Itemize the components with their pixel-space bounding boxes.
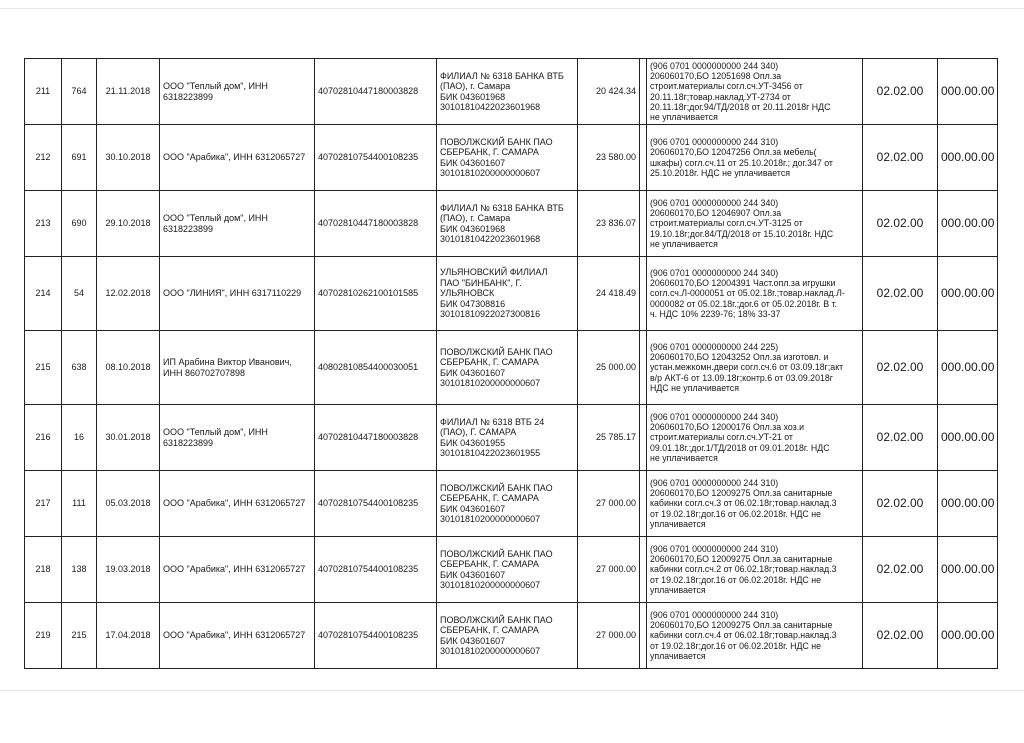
table-row [25,537,998,603]
amount: 27 000.00 [578,471,640,537]
payee: ООО "Арабика", ИНН 6312065727 [160,537,315,603]
payee: ООО "Арабика", ИНН 6312065727 [160,603,315,669]
column-gap [640,257,647,331]
amount: 20 424.34 [578,59,640,125]
payee: ООО "Теплый дом", ИНН 6318223899 [160,405,315,471]
bank-details: ФИЛИАЛ № 6318 БАНКА ВТБ (ПАО), г. Самара БИК 043601968 30101810422023601968 [437,59,578,125]
bank-details: ФИЛИАЛ № 6318 ВТБ 24 (ПАО), Г. САМАРА БИК 043601955 30101810422023601955 [437,405,578,471]
account-number: 40702810754400108235 [315,125,437,191]
amount: 23 836.07 [578,191,640,257]
secondary-code: 000.00.00 [938,257,998,331]
payment-date: 05.03.2018 [97,471,160,537]
document-number: 690 [62,191,97,257]
payment-date: 29.10.2018 [97,191,160,257]
payment-date: 08.10.2018 [97,331,160,405]
bank-details: ПОВОЛЖСКИЙ БАНК ПАО СБЕРБАНК, Г. САМАРА БИК 043601607 30101810200000000607 [437,471,578,537]
row-number: 217 [25,471,62,537]
row-number: 214 [25,257,62,331]
scan-edge-bottom [0,690,1024,691]
budget-code: 02.02.00 [863,331,938,405]
payment-purpose: (906 0701 0000000000 244 340) 206060170,БО 12000176 Опл.за хоз.и строит.материалы согл.сч.УТ-21 от 09.01.18г.;дог.1/ТД/2018 от 09.01.2018г. НДС не уплачивается [647,405,863,471]
budget-code: 02.02.00 [863,257,938,331]
budget-code: 02.02.00 [863,125,938,191]
bank-details: УЛЬЯНОВСКИЙ ФИЛИАЛ ПАО "БИНБАНК", Г. УЛЬЯНОВСК БИК 047308816 30101810922027300816 [437,257,578,331]
payment-purpose: (906 0701 0000000000 244 310) 206060170,БО 12047256 Опл.за мебель( шкафы) согл.сч.11 от 25.10.2018г.; дог.347 от 25.10.2018г. НДС не уплачивается [647,125,863,191]
column-gap [640,331,647,405]
table-row [25,257,998,331]
table-row [25,471,998,537]
document-number: 138 [62,537,97,603]
payee: ООО "Теплый дом", ИНН 6318223899 [160,59,315,125]
secondary-code: 000.00.00 [938,405,998,471]
row-number: 213 [25,191,62,257]
row-number: 212 [25,125,62,191]
document-number: 111 [62,471,97,537]
secondary-code: 000.00.00 [938,537,998,603]
document-number: 54 [62,257,97,331]
account-number: 40802810854400030051 [315,331,437,405]
payment-purpose: (906 0701 0000000000 244 340) 206060170,БО 12046907 Опл.за строит.материалы согл.сч.УТ-3125 от 19.10.18г;дог.84/ТД/2018 от 15.10.2018г. НДС не уплачивается [647,191,863,257]
column-gap [640,603,647,669]
document-number: 638 [62,331,97,405]
amount: 23 580.00 [578,125,640,191]
payment-purpose: (906 0701 0000000000 244 340) 206060170,БО 12051698 Опл.за строит.материалы согл.сч.УТ-3456 от 20.11.18г;товар.наклад.УТ-2734 от 20.11.18г;дог.94/ТД/2018 от 20.11.2018г НДС не уплачивается [647,59,863,125]
payment-purpose: (906 0701 0000000000 244 225) 206060170,БО 12043252 Опл.за изготовл. и устан.межкомн.двери согл.сч.6 от 03.09.18г;акт в/р АКТ-6 от 13.09.18г;контр.6 от 03.09.2018г НДС не уплачивается [647,331,863,405]
budget-code: 02.02.00 [863,405,938,471]
payee: ООО "Арабика", ИНН 6312065727 [160,471,315,537]
account-number: 40702810754400108235 [315,471,437,537]
account-number: 40702810754400108235 [315,603,437,669]
column-gap [640,59,647,125]
column-gap [640,405,647,471]
row-number: 216 [25,405,62,471]
payee: ООО "Теплый дом", ИНН 6318223899 [160,191,315,257]
payment-purpose: (906 0701 0000000000 244 310) 206060170,БО 12009275 Опл.за санитарные кабинки согл.сч.3 от 06.02.18г;товар.наклад.3 от 19.02.18г;дог.16 от 06.02.2018г. НДС не уплачивается [647,471,863,537]
bank-details: ФИЛИАЛ № 6318 БАНКА ВТБ (ПАО), г. Самара БИК 043601968 30101810422023601968 [437,191,578,257]
budget-code: 02.02.00 [863,471,938,537]
amount: 25 785.17 [578,405,640,471]
row-number: 218 [25,537,62,603]
column-gap [640,471,647,537]
bank-details: ПОВОЛЖСКИЙ БАНК ПАО СБЕРБАНК, Г. САМАРА БИК 043601607 30101810200000000607 [437,603,578,669]
budget-code: 02.02.00 [863,191,938,257]
column-gap [640,125,647,191]
payment-date: 21.11.2018 [97,59,160,125]
amount: 27 000.00 [578,603,640,669]
document-number: 691 [62,125,97,191]
table-row [25,191,998,257]
account-number: 40702810262100101585 [315,257,437,331]
payment-purpose: (906 0701 0000000000 244 310) 206060170,БО 12009275 Опл.за санитарные кабинки согл.сч.2 от 06.02.18г;товар.наклад.3 от 19.02.18г;дог.16 от 06.02.2018г. НДС не уплачивается [647,537,863,603]
table-row [25,59,998,125]
budget-code: 02.02.00 [863,537,938,603]
payment-date: 30.01.2018 [97,405,160,471]
document-number: 764 [62,59,97,125]
table-row [25,405,998,471]
budget-code: 02.02.00 [863,603,938,669]
secondary-code: 000.00.00 [938,331,998,405]
document-number: 16 [62,405,97,471]
payee: ООО "ЛИНИЯ", ИНН 6317110229 [160,257,315,331]
payment-date: 30.10.2018 [97,125,160,191]
payee: ООО "Арабика", ИНН 6312065727 [160,125,315,191]
table-row [25,125,998,191]
payment-date: 12.02.2018 [97,257,160,331]
account-number: 40702810447180003828 [315,59,437,125]
column-gap [640,537,647,603]
scan-edge-top [0,8,1024,9]
secondary-code: 000.00.00 [938,125,998,191]
secondary-code: 000.00.00 [938,191,998,257]
budget-code: 02.02.00 [863,59,938,125]
bank-details: ПОВОЛЖСКИЙ БАНК ПАО СБЕРБАНК, Г. САМАРА БИК 043601607 30101810200000000607 [437,537,578,603]
account-number: 40702810447180003828 [315,405,437,471]
secondary-code: 000.00.00 [938,471,998,537]
column-gap [640,191,647,257]
payment-date: 17.04.2018 [97,603,160,669]
row-number: 211 [25,59,62,125]
amount: 27 000.00 [578,537,640,603]
payee: ИП Арабина Виктор Иванович, ИНН 860702707898 [160,331,315,405]
account-number: 40702810754400108235 [315,537,437,603]
payments-table [24,58,998,669]
document-number: 215 [62,603,97,669]
row-number: 219 [25,603,62,669]
table-row [25,603,998,669]
row-number: 215 [25,331,62,405]
bank-details: ПОВОЛЖСКИЙ БАНК ПАО СБЕРБАНК, Г. САМАРА БИК 043601607 30101810200000000607 [437,331,578,405]
table-row [25,331,998,405]
amount: 25 000.00 [578,331,640,405]
secondary-code: 000.00.00 [938,59,998,125]
payment-purpose: (906 0701 0000000000 244 310) 206060170,БО 12009275 Опл.за санитарные кабинки согл.сч.4 от 06.02.18г;товар.наклад.3 от 19.02.18г;дог.16 от 06.02.2018г. НДС не уплачивается [647,603,863,669]
payment-date: 19.03.2018 [97,537,160,603]
payment-purpose: (906 0701 0000000000 244 340) 206060170,БО 12004391 Част.опл.за игрушки согл.сч.Л-0000051 от 05.02.18г.;товар.наклад.Л- 0000082 от 05.02.18г.;дог.6 от 05.02.2018г. В т. ч. НДС 10% 2239-76; 18% 33-37 [647,257,863,331]
secondary-code: 000.00.00 [938,603,998,669]
amount: 24 418.49 [578,257,640,331]
bank-details: ПОВОЛЖСКИЙ БАНК ПАО СБЕРБАНК, Г. САМАРА БИК 043601607 30101810200000000607 [437,125,578,191]
account-number: 40702810447180003828 [315,191,437,257]
